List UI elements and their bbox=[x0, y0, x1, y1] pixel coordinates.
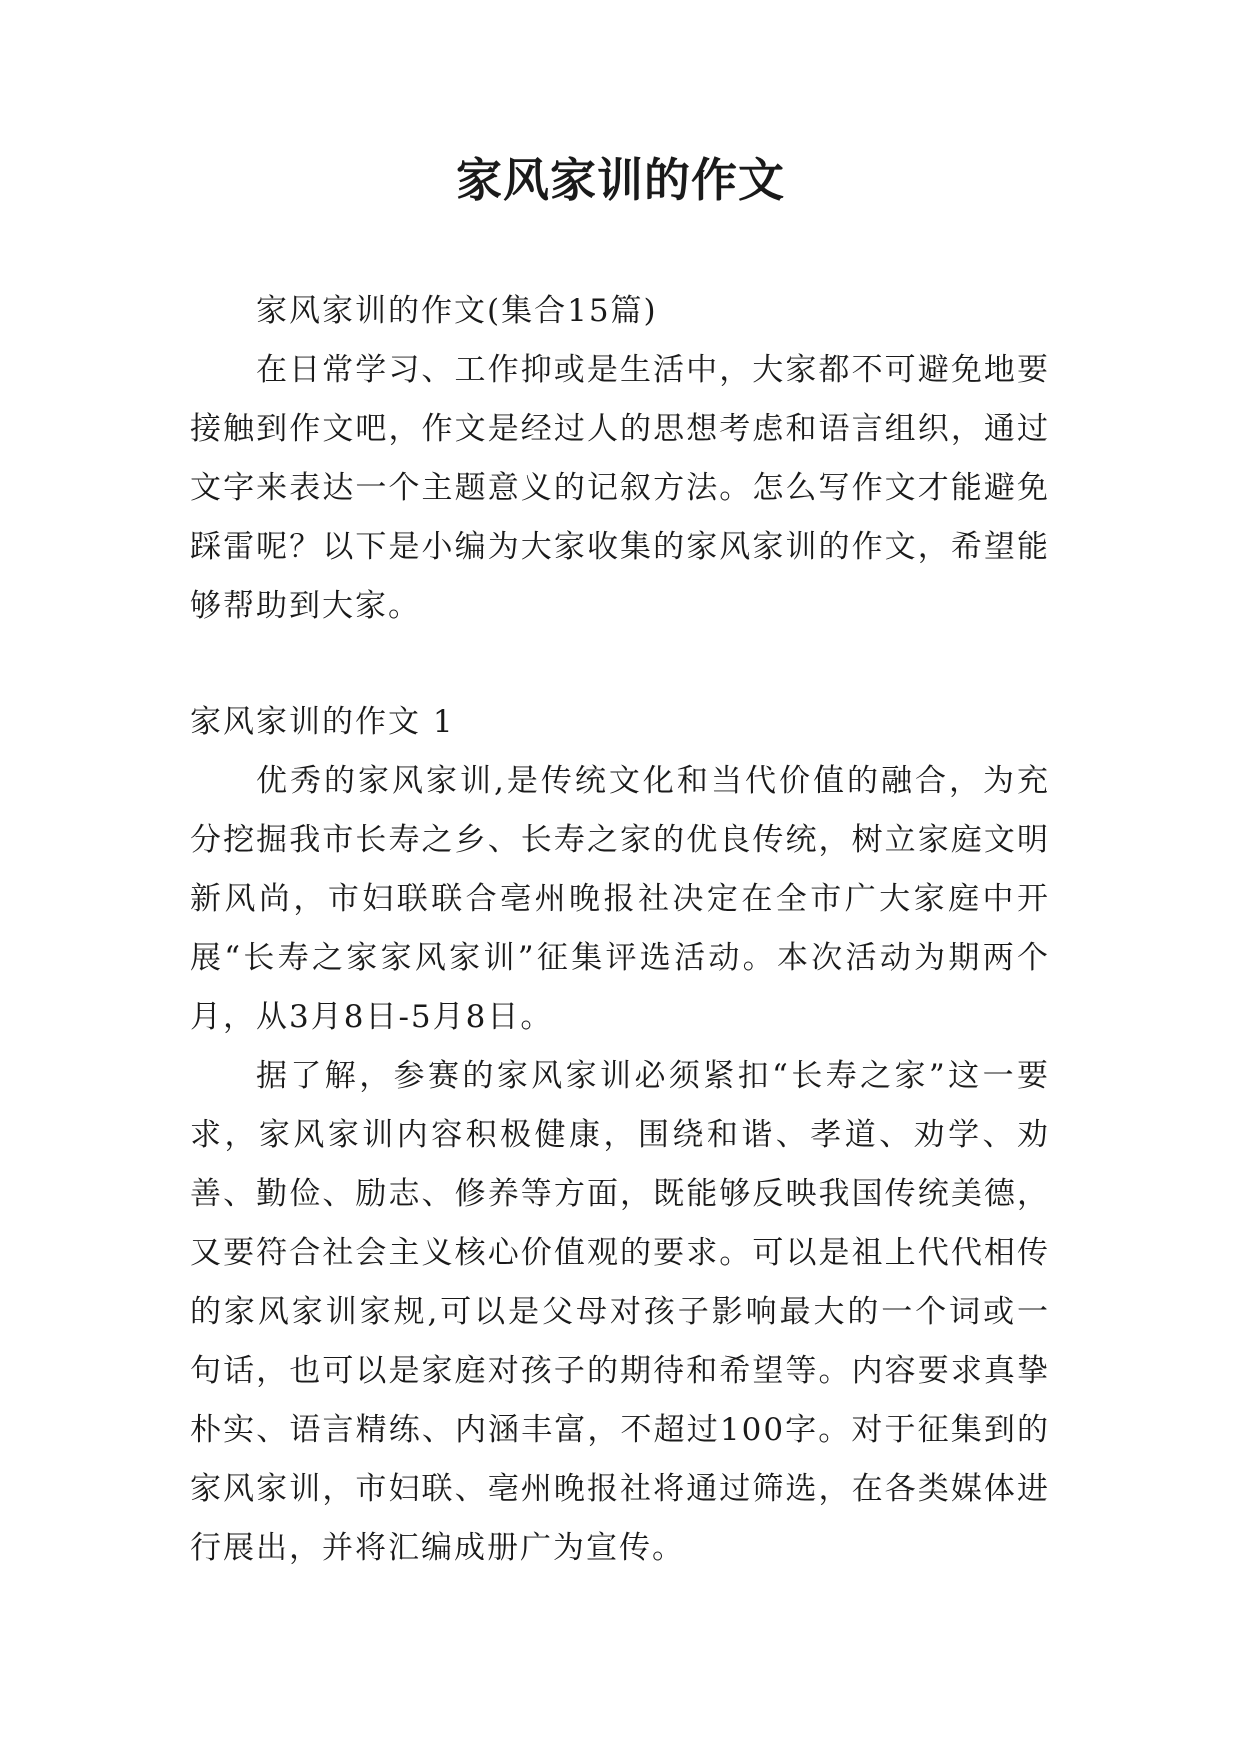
essay-heading: 家风家训的作文 1 bbox=[190, 704, 455, 740]
subtitle-line: 家风家训的作文(集合15篇) bbox=[256, 293, 658, 329]
essay-paragraph: 据了解，参赛的家风家训必须紧扣“长寿之家”这一要求，家风家训内容积极健康，围绕和谐、孝道、劝学、劝善、勤俭、励志、修养等方面，既能够反映我国传统美德，又要符合社会主义核心价值观的要求。可以是祖上代代相传的家风家训家规,可以是父母对孩子影响最大的一个词或一句话，也可以是家庭对孩子的期待和希望等。内容要求真挚朴实、语言精练、内涵丰富，不超过100字。对于征集到的家风家训，市妇联、亳州晚报社将通过筛选，在各类媒体进行展出，并将汇编成册广为宣传。 bbox=[190, 1058, 1050, 1566]
intro-section bbox=[190, 282, 1050, 636]
essay-paragraph: 优秀的家风家训,是传统文化和当代价值的融合，为充分挖掘我市长寿之乡、长寿之家的优良传统，树立家庭文明新风尚，市妇联联合亳州晚报社决定在全市广大家庭中开展“长寿之家家风家训”征集评选活动。本次活动为期两个月，从3月8日-5月8日。 bbox=[190, 763, 1050, 1035]
document-title: 家风家训的作文 bbox=[456, 153, 785, 207]
intro-paragraph: 在日常学习、工作抑或是生活中，大家都不可避免地要接触到作文吧，作文是经过人的思想考虑和语言组织，通过文字来表达一个主题意义的记叙方法。怎么写作文才能避免踩雷呢？以下是小编为大家收集的家风家训的作文，希望能够帮助到大家。 bbox=[190, 352, 1050, 624]
essay-1-section bbox=[190, 693, 1050, 1578]
